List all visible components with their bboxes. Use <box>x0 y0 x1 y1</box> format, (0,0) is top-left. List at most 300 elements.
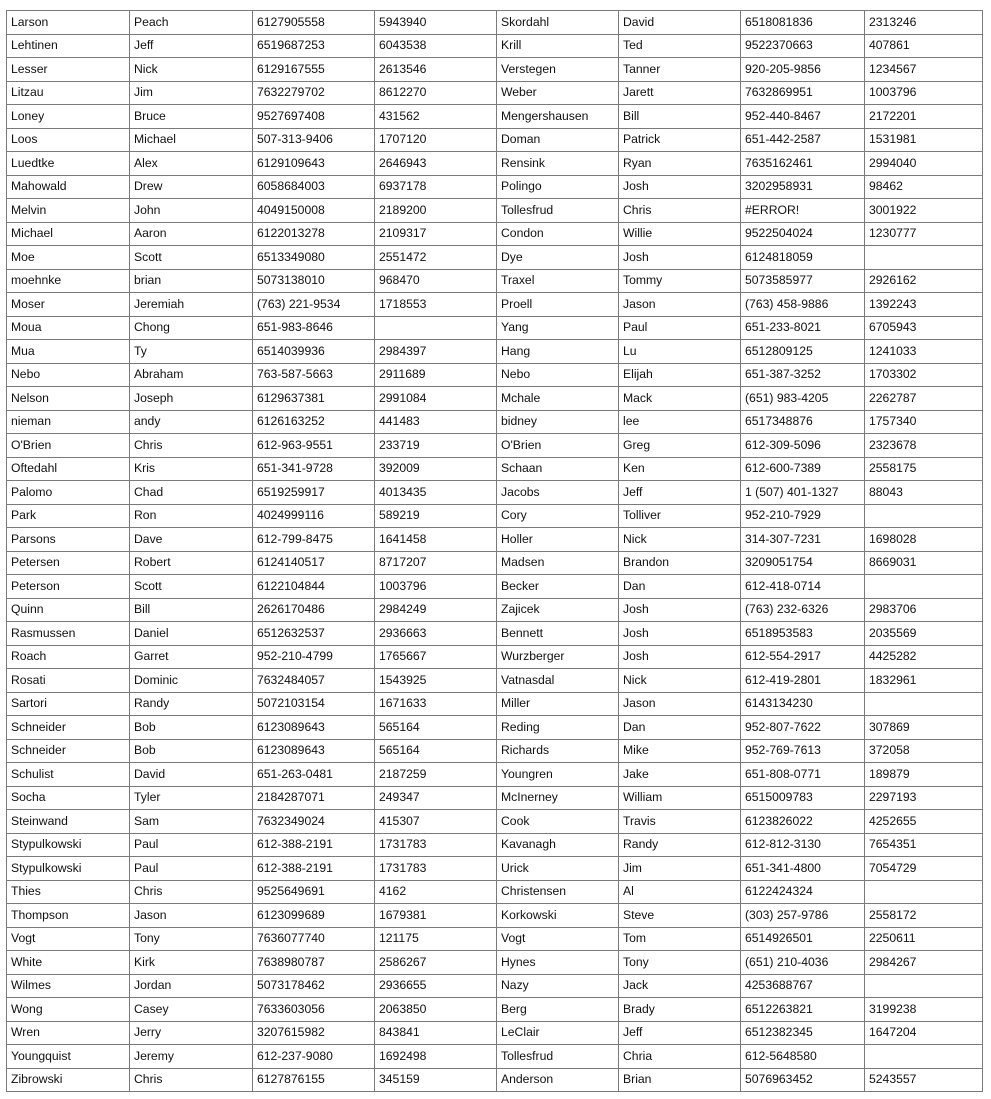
cell-last-name[interactable]: Youngquist <box>7 1045 130 1069</box>
cell-phone-2[interactable]: 651-808-0771 <box>741 763 865 787</box>
cell-id-number-2[interactable] <box>865 880 983 904</box>
cell-id-number-2[interactable]: 1003796 <box>865 81 983 105</box>
cell-phone[interactable]: 3207615982 <box>253 1021 375 1045</box>
cell-last-name[interactable]: Wren <box>7 1021 130 1045</box>
cell-first-name-2[interactable]: Mack <box>619 387 741 411</box>
cell-first-name[interactable]: Bruce <box>130 105 253 129</box>
cell-last-name[interactable]: Moua <box>7 316 130 340</box>
cell-last-name-2[interactable]: Holler <box>497 528 619 552</box>
cell-last-name[interactable]: Zibrowski <box>7 1068 130 1092</box>
cell-id-number-2[interactable]: 189879 <box>865 763 983 787</box>
cell-id-number-2[interactable]: 1832961 <box>865 669 983 693</box>
cell-id-number[interactable]: 1731783 <box>375 833 497 857</box>
cell-id-number-2[interactable]: 2558175 <box>865 457 983 481</box>
cell-phone[interactable]: 6127876155 <box>253 1068 375 1092</box>
cell-first-name-2[interactable]: Jim <box>619 857 741 881</box>
cell-first-name-2[interactable]: Willie <box>619 222 741 246</box>
cell-phone[interactable]: 7632484057 <box>253 669 375 693</box>
cell-first-name[interactable]: Dave <box>130 528 253 552</box>
cell-id-number-2[interactable]: 2994040 <box>865 152 983 176</box>
cell-last-name-2[interactable]: Cory <box>497 504 619 528</box>
cell-phone[interactable]: 6519259917 <box>253 481 375 505</box>
cell-id-number-2[interactable]: 3199238 <box>865 998 983 1022</box>
cell-last-name-2[interactable]: Weber <box>497 81 619 105</box>
cell-last-name[interactable]: Melvin <box>7 199 130 223</box>
cell-phone-2[interactable]: 6514926501 <box>741 927 865 951</box>
cell-last-name[interactable]: Schneider <box>7 739 130 763</box>
cell-id-number[interactable]: 2936663 <box>375 622 497 646</box>
cell-phone-2[interactable]: 6124818059 <box>741 246 865 270</box>
cell-phone-2[interactable]: 6518081836 <box>741 11 865 35</box>
cell-last-name-2[interactable]: Bennett <box>497 622 619 646</box>
cell-id-number-2[interactable]: 2250611 <box>865 927 983 951</box>
cell-id-number-2[interactable]: 4252655 <box>865 810 983 834</box>
cell-phone-2[interactable]: 651-341-4800 <box>741 857 865 881</box>
cell-id-number[interactable]: 392009 <box>375 457 497 481</box>
cell-first-name-2[interactable]: Jason <box>619 692 741 716</box>
cell-phone-2[interactable]: 612-554-2917 <box>741 645 865 669</box>
cell-last-name[interactable]: Palomo <box>7 481 130 505</box>
cell-id-number-2[interactable] <box>865 692 983 716</box>
cell-first-name-2[interactable]: Ted <box>619 34 741 58</box>
cell-last-name[interactable]: O'Brien <box>7 434 130 458</box>
cell-phone-2[interactable]: 6512263821 <box>741 998 865 1022</box>
cell-id-number-2[interactable] <box>865 246 983 270</box>
cell-last-name-2[interactable]: Yang <box>497 316 619 340</box>
cell-phone-2[interactable]: 6122424324 <box>741 880 865 904</box>
cell-last-name-2[interactable]: Nazy <box>497 974 619 998</box>
cell-last-name-2[interactable]: Verstegen <box>497 58 619 82</box>
cell-first-name[interactable]: Randy <box>130 692 253 716</box>
cell-first-name-2[interactable]: Josh <box>619 175 741 199</box>
cell-first-name[interactable]: Ty <box>130 340 253 364</box>
cell-id-number[interactable]: 2586267 <box>375 951 497 975</box>
cell-phone-2[interactable]: 612-812-3130 <box>741 833 865 857</box>
cell-last-name[interactable]: Rasmussen <box>7 622 130 646</box>
cell-first-name[interactable]: Nick <box>130 58 253 82</box>
cell-phone-2[interactable]: (763) 458-9886 <box>741 293 865 317</box>
cell-first-name-2[interactable]: Josh <box>619 622 741 646</box>
cell-phone-2[interactable]: (763) 232-6326 <box>741 598 865 622</box>
cell-first-name-2[interactable]: Josh <box>619 645 741 669</box>
cell-phone[interactable]: 612-388-2191 <box>253 857 375 881</box>
cell-phone[interactable]: 2184287071 <box>253 786 375 810</box>
cell-last-name-2[interactable]: Tollesfrud <box>497 199 619 223</box>
cell-phone[interactable]: 5073178462 <box>253 974 375 998</box>
cell-last-name[interactable]: Loney <box>7 105 130 129</box>
cell-first-name-2[interactable]: Nick <box>619 528 741 552</box>
cell-phone[interactable]: 6124140517 <box>253 551 375 575</box>
cell-id-number-2[interactable]: 3001922 <box>865 199 983 223</box>
cell-last-name-2[interactable]: Cook <box>497 810 619 834</box>
cell-last-name-2[interactable]: Anderson <box>497 1068 619 1092</box>
cell-id-number-2[interactable]: 1757340 <box>865 410 983 434</box>
cell-id-number-2[interactable]: 1647204 <box>865 1021 983 1045</box>
cell-id-number-2[interactable]: 8669031 <box>865 551 983 575</box>
cell-last-name[interactable]: Loos <box>7 128 130 152</box>
cell-id-number[interactable]: 2551472 <box>375 246 497 270</box>
cell-phone[interactable]: 5072103154 <box>253 692 375 716</box>
cell-first-name-2[interactable]: Dan <box>619 575 741 599</box>
cell-first-name[interactable]: Bob <box>130 739 253 763</box>
cell-id-number-2[interactable]: 2035569 <box>865 622 983 646</box>
cell-phone-2[interactable]: 920-205-9856 <box>741 58 865 82</box>
cell-last-name[interactable]: Mua <box>7 340 130 364</box>
cell-first-name[interactable]: Daniel <box>130 622 253 646</box>
cell-id-number[interactable]: 8717207 <box>375 551 497 575</box>
cell-id-number-2[interactable]: 6705943 <box>865 316 983 340</box>
cell-last-name[interactable]: Petersen <box>7 551 130 575</box>
cell-first-name[interactable]: Jason <box>130 904 253 928</box>
cell-phone[interactable]: 6126163252 <box>253 410 375 434</box>
cell-last-name-2[interactable]: Hang <box>497 340 619 364</box>
cell-phone-2[interactable]: 612-419-2801 <box>741 669 865 693</box>
cell-first-name[interactable]: Jeremy <box>130 1045 253 1069</box>
cell-id-number-2[interactable]: 407861 <box>865 34 983 58</box>
cell-last-name[interactable]: Roach <box>7 645 130 669</box>
cell-last-name[interactable]: Park <box>7 504 130 528</box>
cell-id-number[interactable]: 249347 <box>375 786 497 810</box>
cell-phone-2[interactable]: 612-309-5096 <box>741 434 865 458</box>
cell-id-number-2[interactable]: 1703302 <box>865 363 983 387</box>
cell-last-name[interactable]: Litzau <box>7 81 130 105</box>
cell-phone-2[interactable]: #ERROR! <box>741 199 865 223</box>
cell-id-number[interactable]: 121175 <box>375 927 497 951</box>
cell-id-number[interactable]: 968470 <box>375 269 497 293</box>
cell-id-number[interactable]: 2911689 <box>375 363 497 387</box>
cell-phone[interactable]: 7636077740 <box>253 927 375 951</box>
cell-phone[interactable]: 2626170486 <box>253 598 375 622</box>
cell-phone[interactable]: 6513349080 <box>253 246 375 270</box>
cell-first-name[interactable]: Kirk <box>130 951 253 975</box>
cell-id-number[interactable]: 1692498 <box>375 1045 497 1069</box>
cell-id-number[interactable]: 415307 <box>375 810 497 834</box>
cell-first-name[interactable]: Jerry <box>130 1021 253 1045</box>
cell-first-name-2[interactable]: Tony <box>619 951 741 975</box>
cell-last-name[interactable]: Schneider <box>7 716 130 740</box>
cell-id-number[interactable]: 1718553 <box>375 293 497 317</box>
cell-id-number[interactable]: 1731783 <box>375 857 497 881</box>
cell-phone-2[interactable]: 5073585977 <box>741 269 865 293</box>
cell-phone-2[interactable]: 612-418-0714 <box>741 575 865 599</box>
cell-phone[interactable]: 6123089643 <box>253 739 375 763</box>
cell-last-name-2[interactable]: Jacobs <box>497 481 619 505</box>
cell-id-number-2[interactable]: 1230777 <box>865 222 983 246</box>
cell-last-name-2[interactable]: Krill <box>497 34 619 58</box>
cell-phone[interactable]: 5073138010 <box>253 269 375 293</box>
cell-last-name[interactable]: Vogt <box>7 927 130 951</box>
cell-last-name-2[interactable]: Zajicek <box>497 598 619 622</box>
cell-first-name-2[interactable]: Josh <box>619 598 741 622</box>
cell-first-name[interactable]: Drew <box>130 175 253 199</box>
cell-phone[interactable]: 6123099689 <box>253 904 375 928</box>
cell-phone[interactable]: 612-963-9551 <box>253 434 375 458</box>
cell-id-number[interactable]: 2991084 <box>375 387 497 411</box>
cell-last-name-2[interactable]: Berg <box>497 998 619 1022</box>
cell-last-name-2[interactable]: Skordahl <box>497 11 619 35</box>
cell-last-name-2[interactable]: LeClair <box>497 1021 619 1045</box>
cell-first-name[interactable]: Peach <box>130 11 253 35</box>
cell-last-name[interactable]: Larson <box>7 11 130 35</box>
cell-phone-2[interactable]: 6123826022 <box>741 810 865 834</box>
cell-phone[interactable]: 651-263-0481 <box>253 763 375 787</box>
cell-last-name-2[interactable]: bidney <box>497 410 619 434</box>
cell-first-name[interactable]: Chad <box>130 481 253 505</box>
cell-phone-2[interactable]: 7632869951 <box>741 81 865 105</box>
cell-last-name[interactable]: Thies <box>7 880 130 904</box>
cell-last-name-2[interactable]: Mchale <box>497 387 619 411</box>
cell-first-name[interactable]: Jordan <box>130 974 253 998</box>
cell-last-name[interactable]: Schulist <box>7 763 130 787</box>
cell-phone[interactable]: 6122013278 <box>253 222 375 246</box>
cell-first-name-2[interactable]: Bill <box>619 105 741 129</box>
cell-first-name-2[interactable]: Randy <box>619 833 741 857</box>
cell-first-name-2[interactable]: Al <box>619 880 741 904</box>
cell-phone-2[interactable]: 1 (507) 401-1327 <box>741 481 865 505</box>
cell-first-name-2[interactable]: Steve <box>619 904 741 928</box>
cell-last-name[interactable]: Parsons <box>7 528 130 552</box>
cell-phone[interactable]: 6514039936 <box>253 340 375 364</box>
cell-last-name[interactable]: Moser <box>7 293 130 317</box>
cell-phone-2[interactable]: 3209051754 <box>741 551 865 575</box>
cell-last-name[interactable]: Quinn <box>7 598 130 622</box>
cell-id-number[interactable]: 2984249 <box>375 598 497 622</box>
cell-phone-2[interactable]: 3202958931 <box>741 175 865 199</box>
cell-phone[interactable]: 612-237-9080 <box>253 1045 375 1069</box>
cell-phone[interactable]: 6058684003 <box>253 175 375 199</box>
cell-last-name-2[interactable]: Rensink <box>497 152 619 176</box>
cell-first-name-2[interactable]: Patrick <box>619 128 741 152</box>
cell-first-name-2[interactable]: Tanner <box>619 58 741 82</box>
cell-id-number-2[interactable]: 2172201 <box>865 105 983 129</box>
cell-last-name-2[interactable]: Richards <box>497 739 619 763</box>
cell-id-number[interactable]: 4013435 <box>375 481 497 505</box>
cell-id-number-2[interactable] <box>865 504 983 528</box>
cell-first-name-2[interactable]: lee <box>619 410 741 434</box>
cell-id-number[interactable]: 233719 <box>375 434 497 458</box>
cell-phone-2[interactable]: 5076963452 <box>741 1068 865 1092</box>
cell-first-name-2[interactable]: Josh <box>619 246 741 270</box>
cell-last-name-2[interactable]: Nebo <box>497 363 619 387</box>
cell-id-number[interactable]: 843841 <box>375 1021 497 1045</box>
cell-first-name[interactable]: Paul <box>130 833 253 857</box>
cell-id-number[interactable]: 6937178 <box>375 175 497 199</box>
cell-first-name-2[interactable]: Jake <box>619 763 741 787</box>
cell-id-number-2[interactable]: 1234567 <box>865 58 983 82</box>
cell-first-name-2[interactable]: Tommy <box>619 269 741 293</box>
cell-first-name[interactable]: Jeff <box>130 34 253 58</box>
cell-last-name-2[interactable]: Polingo <box>497 175 619 199</box>
cell-last-name[interactable]: Steinwand <box>7 810 130 834</box>
cell-first-name[interactable]: Paul <box>130 857 253 881</box>
cell-id-number[interactable]: 1707120 <box>375 128 497 152</box>
cell-phone-2[interactable]: 314-307-7231 <box>741 528 865 552</box>
cell-id-number-2[interactable]: 1531981 <box>865 128 983 152</box>
cell-id-number-2[interactable]: 5243557 <box>865 1068 983 1092</box>
cell-phone-2[interactable]: 651-442-2587 <box>741 128 865 152</box>
cell-last-name-2[interactable]: Miller <box>497 692 619 716</box>
cell-last-name[interactable]: Luedtke <box>7 152 130 176</box>
cell-first-name-2[interactable]: Tom <box>619 927 741 951</box>
cell-id-number[interactable]: 8612270 <box>375 81 497 105</box>
cell-last-name[interactable]: nieman <box>7 410 130 434</box>
cell-phone[interactable]: 612-799-8475 <box>253 528 375 552</box>
cell-last-name-2[interactable]: Condon <box>497 222 619 246</box>
cell-last-name[interactable]: Thompson <box>7 904 130 928</box>
cell-id-number[interactable]: 2984397 <box>375 340 497 364</box>
cell-first-name[interactable]: Chris <box>130 434 253 458</box>
cell-last-name-2[interactable]: Tollesfrud <box>497 1045 619 1069</box>
cell-first-name[interactable]: Joseph <box>130 387 253 411</box>
cell-id-number[interactable]: 589219 <box>375 504 497 528</box>
cell-id-number[interactable]: 2189200 <box>375 199 497 223</box>
cell-last-name-2[interactable]: Hynes <box>497 951 619 975</box>
cell-last-name[interactable]: Nebo <box>7 363 130 387</box>
cell-phone-2[interactable]: 6517348876 <box>741 410 865 434</box>
cell-phone-2[interactable]: 6518953583 <box>741 622 865 646</box>
cell-last-name[interactable]: Oftedahl <box>7 457 130 481</box>
cell-phone-2[interactable]: 6515009783 <box>741 786 865 810</box>
cell-first-name[interactable]: Sam <box>130 810 253 834</box>
cell-id-number-2[interactable]: 1698028 <box>865 528 983 552</box>
cell-id-number-2[interactable]: 2313246 <box>865 11 983 35</box>
cell-phone[interactable]: (763) 221-9534 <box>253 293 375 317</box>
cell-first-name-2[interactable]: Lu <box>619 340 741 364</box>
cell-first-name-2[interactable]: Ken <box>619 457 741 481</box>
cell-phone[interactable]: 651-983-8646 <box>253 316 375 340</box>
cell-last-name[interactable]: Socha <box>7 786 130 810</box>
cell-phone[interactable]: 6122104844 <box>253 575 375 599</box>
cell-last-name[interactable]: moehnke <box>7 269 130 293</box>
cell-id-number-2[interactable]: 2558172 <box>865 904 983 928</box>
cell-first-name[interactable]: Abraham <box>130 363 253 387</box>
cell-id-number[interactable]: 2063850 <box>375 998 497 1022</box>
cell-first-name[interactable]: John <box>130 199 253 223</box>
cell-phone-2[interactable]: 6512382345 <box>741 1021 865 1045</box>
cell-id-number[interactable]: 565164 <box>375 739 497 763</box>
cell-id-number-2[interactable]: 2323678 <box>865 434 983 458</box>
cell-id-number[interactable]: 1543925 <box>375 669 497 693</box>
cell-phone-2[interactable]: 4253688767 <box>741 974 865 998</box>
cell-phone-2[interactable]: (651) 210-4036 <box>741 951 865 975</box>
cell-id-number[interactable]: 2646943 <box>375 152 497 176</box>
cell-last-name[interactable]: Peterson <box>7 575 130 599</box>
cell-phone[interactable]: 4024999116 <box>253 504 375 528</box>
cell-first-name-2[interactable]: Chria <box>619 1045 741 1069</box>
cell-first-name-2[interactable]: Jason <box>619 293 741 317</box>
cell-phone-2[interactable]: 952-769-7613 <box>741 739 865 763</box>
cell-id-number-2[interactable] <box>865 974 983 998</box>
cell-first-name[interactable]: Casey <box>130 998 253 1022</box>
cell-first-name-2[interactable]: Jeff <box>619 481 741 505</box>
cell-phone-2[interactable]: 7635162461 <box>741 152 865 176</box>
cell-first-name-2[interactable]: Jack <box>619 974 741 998</box>
cell-id-number[interactable]: 5943940 <box>375 11 497 35</box>
cell-last-name-2[interactable]: Mengershausen <box>497 105 619 129</box>
cell-id-number[interactable]: 4162 <box>375 880 497 904</box>
cell-id-number-2[interactable] <box>865 1045 983 1069</box>
cell-first-name[interactable]: brian <box>130 269 253 293</box>
cell-phone[interactable]: 6512632537 <box>253 622 375 646</box>
cell-first-name[interactable]: Aaron <box>130 222 253 246</box>
cell-id-number[interactable]: 2613546 <box>375 58 497 82</box>
cell-last-name-2[interactable]: McInerney <box>497 786 619 810</box>
cell-first-name[interactable]: Tyler <box>130 786 253 810</box>
cell-phone-2[interactable]: 6512809125 <box>741 340 865 364</box>
cell-id-number-2[interactable]: 1392243 <box>865 293 983 317</box>
cell-id-number[interactable]: 565164 <box>375 716 497 740</box>
cell-phone[interactable]: 4049150008 <box>253 199 375 223</box>
cell-first-name[interactable]: Dominic <box>130 669 253 693</box>
cell-first-name-2[interactable]: Nick <box>619 669 741 693</box>
cell-phone[interactable]: 6129109643 <box>253 152 375 176</box>
cell-id-number-2[interactable]: 4425282 <box>865 645 983 669</box>
cell-id-number-2[interactable]: 2297193 <box>865 786 983 810</box>
cell-phone-2[interactable]: 612-600-7389 <box>741 457 865 481</box>
cell-id-number-2[interactable]: 1241033 <box>865 340 983 364</box>
cell-phone-2[interactable]: 952-210-7929 <box>741 504 865 528</box>
cell-last-name-2[interactable]: Reding <box>497 716 619 740</box>
cell-last-name-2[interactable]: Kavanagh <box>497 833 619 857</box>
cell-first-name-2[interactable]: Greg <box>619 434 741 458</box>
cell-first-name-2[interactable]: Paul <box>619 316 741 340</box>
cell-last-name[interactable]: Michael <box>7 222 130 246</box>
cell-last-name-2[interactable]: Christensen <box>497 880 619 904</box>
cell-first-name[interactable]: Michael <box>130 128 253 152</box>
cell-last-name[interactable]: White <box>7 951 130 975</box>
cell-phone-2[interactable]: 651-387-3252 <box>741 363 865 387</box>
cell-first-name[interactable]: Tony <box>130 927 253 951</box>
cell-last-name-2[interactable]: Doman <box>497 128 619 152</box>
cell-first-name-2[interactable]: Brandon <box>619 551 741 575</box>
cell-first-name[interactable]: Ron <box>130 504 253 528</box>
cell-first-name[interactable]: Bob <box>130 716 253 740</box>
cell-phone[interactable]: 7638980787 <box>253 951 375 975</box>
cell-phone[interactable]: 6129167555 <box>253 58 375 82</box>
cell-last-name-2[interactable]: Youngren <box>497 763 619 787</box>
cell-id-number[interactable]: 441483 <box>375 410 497 434</box>
cell-phone-2[interactable]: 612-5648580 <box>741 1045 865 1069</box>
cell-phone[interactable]: 651-341-9728 <box>253 457 375 481</box>
cell-id-number-2[interactable]: 98462 <box>865 175 983 199</box>
cell-id-number[interactable]: 6043538 <box>375 34 497 58</box>
cell-id-number[interactable] <box>375 316 497 340</box>
cell-phone[interactable]: 7632279702 <box>253 81 375 105</box>
cell-phone-2[interactable]: 952-807-7622 <box>741 716 865 740</box>
cell-phone-2[interactable]: 9522370663 <box>741 34 865 58</box>
cell-id-number-2[interactable]: 2926162 <box>865 269 983 293</box>
cell-last-name-2[interactable]: Traxel <box>497 269 619 293</box>
cell-id-number-2[interactable]: 2983706 <box>865 598 983 622</box>
cell-first-name-2[interactable]: Tolliver <box>619 504 741 528</box>
cell-first-name[interactable]: Scott <box>130 575 253 599</box>
cell-phone[interactable]: 7633603056 <box>253 998 375 1022</box>
cell-phone[interactable]: 6129637381 <box>253 387 375 411</box>
cell-last-name[interactable]: Stypulkowski <box>7 833 130 857</box>
cell-id-number[interactable]: 2109317 <box>375 222 497 246</box>
cell-last-name-2[interactable]: Urick <box>497 857 619 881</box>
cell-phone[interactable]: 507-313-9406 <box>253 128 375 152</box>
cell-first-name-2[interactable]: Jeff <box>619 1021 741 1045</box>
cell-first-name[interactable]: andy <box>130 410 253 434</box>
cell-phone[interactable]: 9527697408 <box>253 105 375 129</box>
cell-first-name-2[interactable]: Brady <box>619 998 741 1022</box>
cell-id-number[interactable]: 431562 <box>375 105 497 129</box>
cell-phone[interactable]: 6123089643 <box>253 716 375 740</box>
cell-last-name-2[interactable]: O'Brien <box>497 434 619 458</box>
cell-last-name-2[interactable]: Madsen <box>497 551 619 575</box>
cell-first-name[interactable]: Chong <box>130 316 253 340</box>
